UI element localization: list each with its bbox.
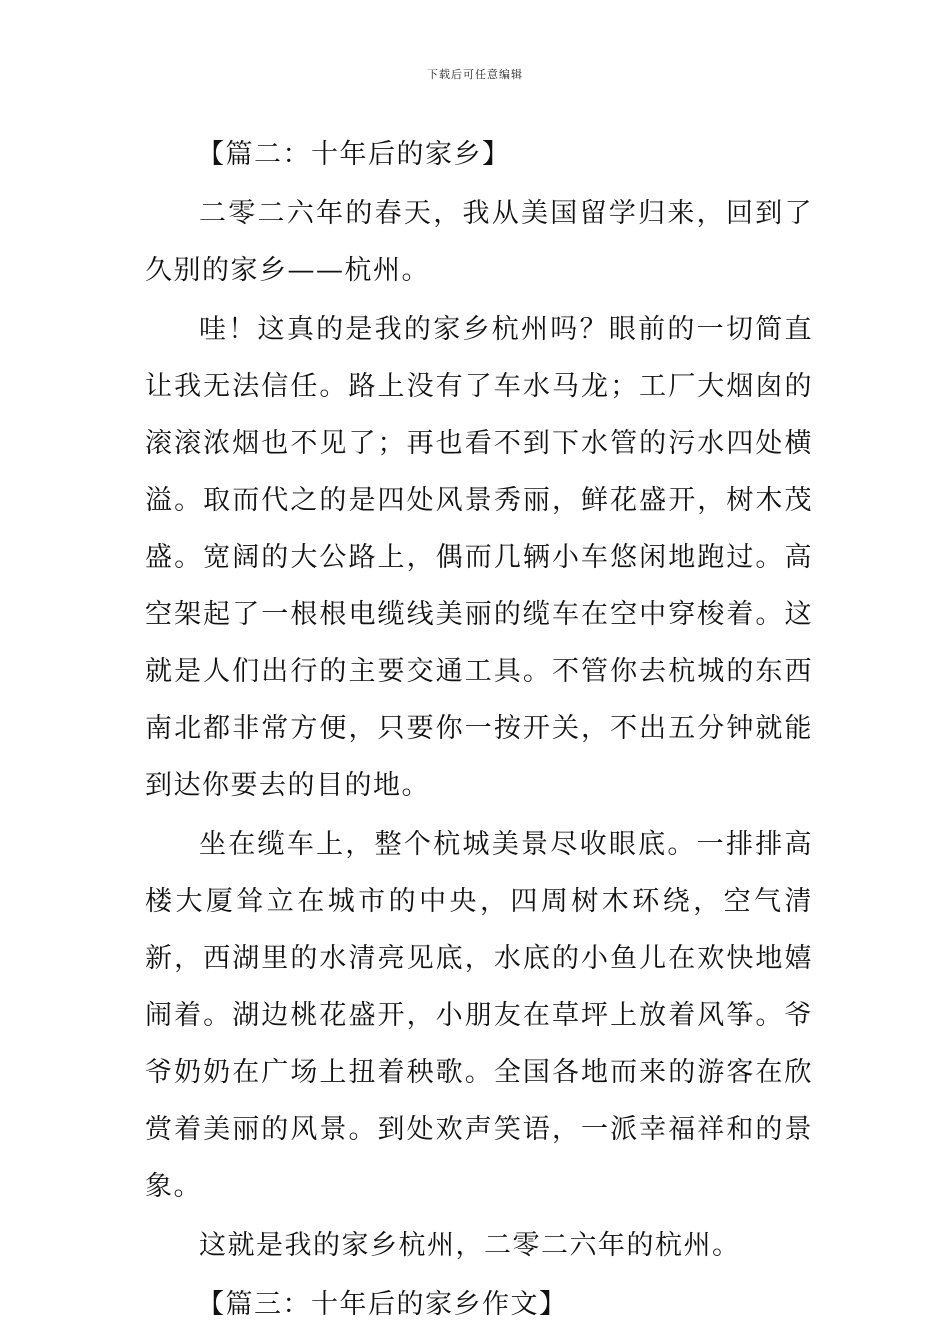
page-header-note: 下载后可任意编辑 <box>427 68 523 81</box>
paragraph-4: 这就是我的家乡杭州，二零二六年的杭州。 <box>199 1230 741 1261</box>
paragraph-3: 坐在缆车上，整个杭城美景尽收眼底。一排排高楼大厦耸立在城市的中央，四周树木环绕，空气清新，西湖里的水清亮见底，水底的小鱼儿在欢快地嬉闹着。湖边桃花盛开，小朋友在草坪上放着风筝。爷爷奶奶在广场上扭着秧歌。全国各地而来的游客在欣赏着美丽的风景。到处欢声笑语，一派幸福祥和的景象。 <box>145 829 813 1202</box>
paragraph-2: 哇！这真的是我的家乡杭州吗？眼前的一切简直让我无法信任。路上没有了车水马龙；工厂大烟囱的滚滚浓烟也不见了；再也看不到下水管的污水四处横溢。取而代之的是四处风景秀丽，鲜花盛开，树木茂盛。宽阔的大公路上，偶而几辆小车悠闲地跑过。高空架起了一根根电缆线美丽的缆车在空中穿梭着。这就是人们出行的主要交通工具。不管你去杭城的东西南北都非常方便，只要你一按开关，不出五分钟就能到达你要去的目的地。 <box>145 314 813 801</box>
section-heading-3: 【篇三：十年后的家乡作文】 <box>197 1289 568 1320</box>
section-heading-2: 【篇二：十年后的家乡】 <box>197 139 511 170</box>
paragraph-1: 二零二六年的春天，我从美国留学归来，回到了久别的家乡——杭州。 <box>145 198 813 286</box>
article-body <box>145 126 813 1335</box>
